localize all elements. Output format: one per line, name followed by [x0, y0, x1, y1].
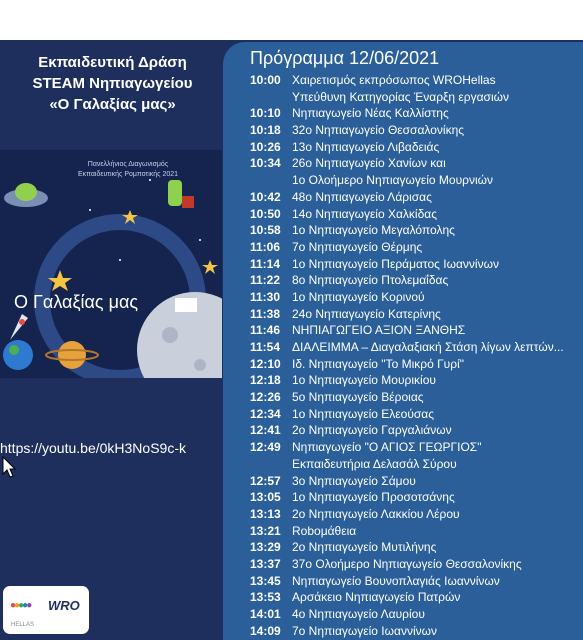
schedule-row	[250, 406, 583, 423]
schedule-row	[250, 122, 583, 139]
schedule-row	[250, 222, 583, 239]
schedule-row	[250, 256, 583, 273]
schedule-time: 11:46	[250, 323, 281, 338]
schedule-row	[250, 506, 583, 523]
schedule-time: 12:49	[250, 440, 281, 455]
schedule-description: Αρσάκειο Νηπιαγωγείο Πατρών	[292, 590, 461, 605]
schedule-description: 13ο Νηπιαγωγείο Λιβαδειάς	[292, 139, 440, 154]
schedule-description: Νηπιαγωγείο "Ο ΑΓΙΟΣ ΓΕΩΡΓΙΟΣ"	[292, 440, 482, 455]
schedule-description: 1ο Νηπιαγωγείο Προσοτσάνης	[292, 490, 455, 505]
schedule-time: 13:21	[250, 523, 281, 538]
schedule-row	[250, 456, 583, 473]
schedule-time: 14:09	[250, 623, 281, 638]
schedule-list	[250, 72, 583, 639]
schedule-row	[250, 523, 583, 540]
schedule-time: 13:05	[250, 490, 281, 505]
schedule-description: 24ο Νηπιαγωγείο Κατερίνης	[292, 306, 441, 321]
schedule-row	[250, 289, 583, 306]
youtube-link[interactable]: https://youtu.be/0kH3NoS9c-k	[0, 440, 186, 456]
event-title-line: «Ο Γαλαξίας μας»	[49, 96, 176, 113]
schedule-time: 12:57	[250, 473, 281, 488]
schedule-time: 12:10	[250, 356, 281, 371]
schedule-time: 11:54	[250, 340, 281, 354]
schedule-time: 13:53	[250, 590, 281, 605]
schedule-row	[250, 539, 583, 556]
moon-icon	[137, 292, 222, 378]
poster-artwork	[0, 150, 222, 378]
schedule-description: 1ο Ολοήμερο Νηπιαγωγείο Μουρνιών	[292, 173, 493, 188]
schedule-row	[250, 473, 583, 490]
schedule-row	[250, 139, 583, 156]
schedule-description: 4ο Νηπιαγωγείο Λαυρίου	[292, 607, 425, 621]
schedule-time: 11:06	[250, 239, 281, 254]
schedule-description: 1ο Νηπιαγωγείο Κορινού	[292, 289, 425, 304]
schedule-description: Roboμάθεια	[292, 523, 357, 538]
schedule-time: 12:41	[250, 423, 281, 438]
schedule-row	[250, 372, 583, 389]
schedule-time: 10:00	[250, 73, 281, 87]
schedule-description: 3ο Νηπιαγωγείο Σάμου	[292, 473, 416, 488]
poster-subtitle	[48, 160, 208, 180]
logo-subtext: HELLAS	[11, 622, 35, 628]
schedule-row	[250, 356, 583, 373]
schedule-description: Υπεύθυνη Κατηγορίας Έναρξη εργασιών	[292, 89, 509, 104]
presentation-slide	[0, 40, 583, 640]
schedule-time: 13:29	[250, 540, 281, 555]
schedule-description: 2ο Νηπιαγωγείο Γαργαλιάνων	[292, 423, 452, 438]
ufo-icon	[4, 183, 48, 207]
poster-subtitle-line: Πανελλήνιος Διαγωνισμός	[87, 161, 169, 168]
schedule-time: 13:45	[250, 573, 281, 588]
schedule-row	[250, 439, 583, 456]
schedule-time: 12:26	[250, 390, 281, 405]
schedule-description: Χαιρετισμός εκπρόσωπος WROHellas	[292, 73, 496, 87]
schedule-description: Εκπαιδευτήρια Δελασάλ Σύρου	[292, 456, 457, 471]
schedule-row	[250, 89, 583, 106]
schedule-row	[250, 272, 583, 289]
schedule-row	[250, 573, 583, 590]
schedule-time: 10:10	[250, 106, 281, 121]
schedule-time: 11:30	[250, 289, 281, 304]
poster-subtitle-line: Εκπαιδευτικής Ρομποτικής 2021	[77, 171, 179, 178]
schedule-time: 10:34	[250, 156, 281, 171]
schedule-description: ΝΗΠΙΑΓΩΓΕΙΟ ΑΞΙΟΝ ΞΑΝΘΗΣ	[292, 323, 466, 338]
schedule-time	[250, 456, 292, 473]
schedule-description: 7ο Νηπιαγωγείο Ιωαννίνων	[292, 623, 437, 638]
schedule-row	[250, 556, 583, 573]
schedule-row	[250, 206, 583, 223]
schedule-time: 10:50	[250, 206, 281, 221]
schedule-time: 11:14	[250, 256, 281, 271]
schedule-time: 10:26	[250, 139, 281, 154]
schedule-row	[250, 239, 583, 256]
schedule-row	[250, 606, 583, 623]
schedule-row	[250, 322, 583, 339]
schedule-time: 10:18	[250, 123, 281, 138]
schedule-description: 1ο Νηπιαγωγείο Μεγαλόπολης	[292, 223, 455, 238]
logo-text: WRO	[48, 598, 80, 613]
earth-icon	[3, 340, 33, 370]
schedule-time: 11:38	[250, 306, 281, 321]
schedule-row	[250, 389, 583, 406]
schedule-description: 48ο Νηπιαγωγείο Λάρισας	[292, 189, 432, 204]
schedule-row	[250, 306, 583, 323]
people-figures-icon: ●●●●●	[10, 600, 31, 611]
schedule-row	[250, 155, 583, 172]
schedule-description: 32ο Νηπιαγωγείο Θεσσαλονίκης	[292, 123, 465, 138]
schedule-row	[250, 189, 583, 206]
schedule-description: 37ο Ολοήμερο Νηπιαγωγείο Θεσσαλονίκης	[292, 556, 522, 571]
mouse-cursor-icon	[2, 456, 16, 478]
schedule-row	[250, 623, 583, 640]
program-title: Πρόγραμμα 12/06/2021	[250, 48, 440, 68]
schedule-time: 14:01	[250, 607, 281, 621]
schedule-description: 1ο Νηπιαγωγείο Περάματος Ιωαννίνων	[292, 256, 499, 271]
schedule-time	[250, 89, 292, 106]
schedule-row	[250, 422, 583, 439]
event-title	[0, 52, 225, 115]
rocket-toy-icon	[168, 180, 194, 208]
schedule-time: 12:18	[250, 373, 281, 388]
schedule-description: 5ο Νηπιαγωγείο Βέροιας	[292, 390, 424, 405]
schedule-description: 1ο Νηπιαγωγείο Μουρικίου	[292, 373, 436, 388]
schedule-description: 2ο Νηπιαγωγείο Μυτιλήνης	[292, 540, 437, 555]
schedule-description: Νηπιαγωγείο Βουνοπλαγιάς Ιωαννίνων	[292, 573, 500, 588]
schedule-description: 7ο Νηπιαγωγείο Θέρμης	[292, 239, 423, 254]
schedule-description: 1ο Νηπιαγωγείο Ελεούσας	[292, 406, 435, 421]
schedule-row	[250, 172, 583, 189]
schedule-description: Ιδ. Νηπιαγωγείο "Το Μικρό Γυρί"	[292, 356, 464, 371]
schedule-time	[250, 172, 292, 189]
poster-title: Ο Γαλαξίας μας	[14, 292, 139, 312]
schedule-description: 2ο Νηπιαγωγείο Λακκίου Λέρου	[292, 506, 460, 521]
wro-hellas-logo	[3, 586, 89, 634]
schedule-row	[250, 105, 583, 122]
schedule-time: 10:42	[250, 189, 281, 204]
schedule-time: 11:22	[250, 273, 281, 288]
schedule-row	[250, 72, 583, 89]
schedule-row	[250, 489, 583, 506]
event-title-line: STEAM Νηπιαγωγείου	[32, 75, 193, 92]
schedule-description: ΔΙΑΛΕΙΜΜΑ – Διαγαλαξιακή Στάση λίγων λεπτών...	[292, 340, 564, 354]
schedule-description: 26ο Νηπιαγωγείο Χανίων και	[292, 156, 446, 171]
rocket-icon	[10, 314, 28, 340]
schedule-row	[250, 589, 583, 606]
schedule-description: 14ο Νηπιαγωγείο Χαλκίδας	[292, 206, 437, 221]
schedule-time: 12:34	[250, 406, 281, 421]
galaxy-poster	[0, 150, 222, 378]
schedule-row	[250, 339, 583, 356]
schedule-time: 13:37	[250, 556, 281, 571]
schedule-description: 8ο Νηπιαγωγείο Πτολεμαΐδας	[292, 273, 449, 288]
schedule-description: Νηπιαγωγείο Νέας Καλλίστης	[292, 106, 449, 121]
schedule-time: 10:58	[250, 223, 281, 238]
schedule-time: 13:13	[250, 506, 281, 521]
event-title-line: Εκπαιδευτική Δράση	[38, 54, 187, 71]
